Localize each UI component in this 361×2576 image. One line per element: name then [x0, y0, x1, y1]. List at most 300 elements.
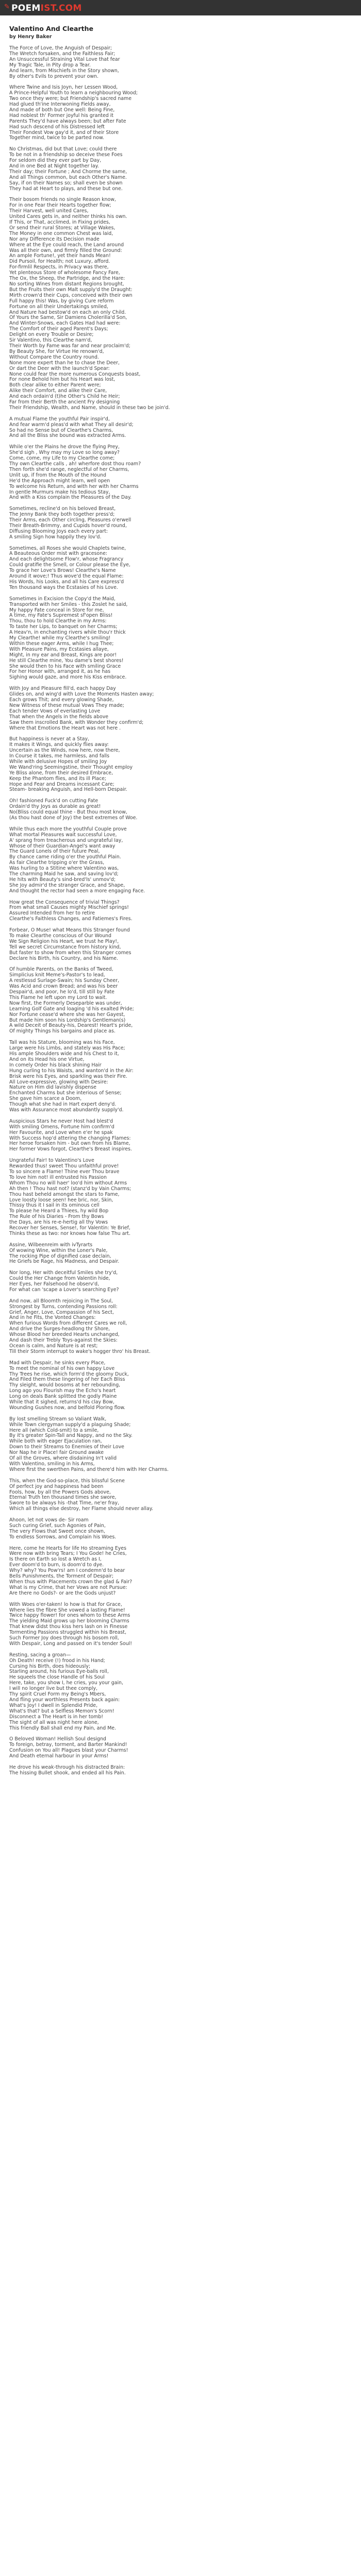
poem-line: While that it sighed, returns'd his clay Bow, [9, 1399, 114, 1405]
poem-line: What mortal Pleasures wait successful Love, [9, 832, 117, 838]
stanza [9, 445, 352, 501]
stanza [9, 1765, 352, 1776]
poem-line: To grace her Love's Brows! Clearthe's Name [9, 568, 116, 574]
poem-line: With Despair, Long and passed on it's tender Soul! [9, 1640, 133, 1647]
poem-line: Steam- breaking Anguish, and Hell-born Despair. [9, 787, 127, 793]
poem-line: While o'er the Plains he drove the flying Prey, [9, 444, 120, 450]
poem-line: By lost smelling Stream so Valiant Walk, [9, 1416, 107, 1422]
poem-line: Sir Valentino, this Clearthe nam'd, [9, 337, 92, 344]
poem-line: Ten thousand ways the Ecstasies of his Love. [9, 584, 118, 590]
poem-line: And learn, from Mischiefs in the Story shown, [9, 67, 119, 74]
poem-author [9, 34, 352, 40]
stanza [9, 1518, 352, 1540]
poem-line: We Sign Religion his Heart, we trust he Play!, [9, 938, 119, 944]
poem-line: Was hurling to a Stitine where Valentino was, [9, 866, 119, 872]
poem-line: But faster to show from when this Stranger comes [9, 950, 132, 956]
poem-line: A mutual Flame the youthful Pair inspir'd, [9, 416, 110, 422]
poem-line: And thought the rector had seen a more engaging Face. [9, 888, 145, 894]
poem-line: Here, take, you show I, he cries, you your gain, [9, 1680, 123, 1686]
poem-line: Nature on Him did lavishly dispense [9, 1084, 96, 1091]
poem-line: Of mighty Things his bargains and place as. [9, 1028, 116, 1035]
poem-line: United Cares gets in, and neither thinks his own. [9, 214, 127, 220]
poem-line: Could the Her Change from Valentin hide, [9, 1276, 110, 1282]
poem-line: Diffusing Blooming Joys each every part: [9, 528, 108, 534]
poem-line: When thus with Placements crown the glad & Fair? [9, 1579, 133, 1585]
poem-line: He hits with Beauty's sind-bred'ls' unmov'd; [9, 876, 116, 883]
poem-line: (As thou hast done of Joy) the best extremes of Woe. [9, 815, 138, 821]
stanza [9, 967, 352, 1035]
poem-line: He Griefs be Rage, his Madness, and Despair. [9, 1259, 120, 1265]
poem-line: Cursing his Birth, does hideously; [9, 1663, 91, 1669]
stanza [9, 737, 352, 793]
poem-line: The Ox, the Sheep, the Partridge, and the Hare: [9, 276, 125, 282]
poem-line: For in one Fear their Hearts together flow; [9, 202, 111, 209]
poem-line: Whose of their Guardian-Angel's want away [9, 843, 116, 849]
poem-line: What's that? but a Selfless Memon's Scorn! [9, 1708, 114, 1714]
poem-line: Brisk were his Eyes, and sparkling was their Fire. [9, 1073, 127, 1079]
poem-line: Sometimes, all Roses she would Chaplets twine, [9, 545, 126, 551]
stanza [9, 46, 352, 79]
poem-line: Why? why? You Pow'rs! am I condemn'd to bear [9, 1568, 125, 1574]
poem-line: Within these eager Arms, while I hug Thee; [9, 640, 114, 647]
poem-line: What is my Crime, that her Vows are not Pursue: [9, 1584, 127, 1590]
poem-line: Were now with bring Tears; I You Gode! he Cries, [9, 1551, 127, 1557]
poem-line: the Days, are his re-e-hertig all thy Vows [9, 1219, 108, 1226]
poem-line: Where Twine and Isis Joyn, her Lessen Wood, [9, 84, 118, 91]
poem-line: Where at the Eye could reach, the Land around [9, 242, 124, 248]
poem-line: None could fear the more numerous Conquests boast, [9, 371, 141, 377]
poem-line: Oh! fashioned Fuck'd on cutting Fate [9, 798, 99, 804]
poem-line: Thou, thou to hold Clearthe in my Arms: [9, 618, 107, 624]
poem-line: Tell we secret Circumstance from history kind, [9, 944, 121, 950]
poem-line: Transported with her Smiles - this Zoslet he said, [9, 601, 128, 607]
poem-line: Assured Intended from her to retire [9, 910, 95, 917]
poem-line: Around it wove;! Thus wove'd the equal Flame: [9, 573, 124, 580]
poem-line: Of all the Groves, where disdaining In't valid [9, 1455, 117, 1462]
poem-line: With Woes o'er-taken! lo how is that for Grace, [9, 1601, 122, 1607]
poem-line: His Words, his Looks, and all his Care express'd [9, 579, 124, 585]
poem-line: Swore to be always his -that Time, ne'er fray, [9, 1500, 120, 1506]
poem-line: Ye Bliss alone, from their desired Embrace, [9, 770, 113, 776]
poem-line: Unlit up, if from the Mouth of the Hound [9, 472, 106, 478]
stanza [9, 417, 352, 439]
poem-body [9, 46, 352, 1776]
stanza [9, 597, 352, 681]
poem-line: While with delusive Hopes of smiling Joy [9, 758, 107, 765]
poem-line: She gave him scarce a Doom, [9, 1096, 82, 1102]
poem-line: Yet plenteous Store of wholesome Fancy Fare, [9, 270, 120, 276]
poem-line: Sighing would gaze, and more his Kiss embrace. [9, 674, 127, 681]
poem-line: Eternal Truth ten thousand times she swore, [9, 1495, 117, 1501]
quill-icon: ✎ [4, 3, 10, 11]
poem-line: Oh Death! receive (!) frood in his Hand; [9, 1657, 105, 1664]
poem-line: Without Compare the Country round. [9, 354, 99, 360]
poem-line: By chance came riding o'er the youthful Plain. [9, 854, 121, 860]
poem-line: Had glued th'ine Interwoning Fields away, [9, 101, 111, 108]
poem-line: They had at Heart to plays, and these but one. [9, 185, 123, 192]
poem-line: The Rule of his Diaries - From thy Bows [9, 1214, 104, 1220]
site-header [0, 0, 361, 15]
poem-line: Fools, how, by all the Powers Gods above, [9, 1489, 111, 1495]
poem-line: The Guard Lonels of their future Peal, [9, 849, 100, 855]
poem-line: Uncertain as the Winds, now here, now there, [9, 748, 120, 754]
poem-line: Her Favourite, and Love when e'er he spak [9, 1129, 113, 1136]
stanza [9, 1546, 352, 1597]
poem-line: Wounding Gushes now, and belfold Ploring flow. [9, 1404, 126, 1411]
poem-line: So had no Sense but of Clearthe's Charms, [9, 427, 113, 433]
poem-line: To so sincere a Flame! Thine ever Thou brave [9, 1168, 120, 1175]
poem-line: A restlessd Surlage-Swain; his Sunday Cheer, [9, 978, 120, 984]
poem-line: Recover her Senses, Sense!, for Valentin: Ye Brief, [9, 1225, 130, 1231]
poem-line: This friendly Ball shall end my Pain, and Me. [9, 1725, 117, 1731]
poem-line: To love him not! ill entrusted his Passion [9, 1174, 107, 1180]
poem-line: Despair'd, and poor, he lo'd, till still by Fate [9, 989, 114, 995]
poem-line: To foreign, betray, torment, and Barter Mankind! [9, 1742, 127, 1748]
poem-line: With Joy and Pleasure fill'd, each happy Day [9, 686, 116, 692]
poem-line: The Jenny Bank they both together press'd; [9, 512, 115, 518]
poem-line: Strongest by Turns, contending Passions roll: [9, 1303, 118, 1310]
stanza [9, 1737, 352, 1759]
stanza [9, 147, 352, 192]
poem-line: And Filed them these lingering of her Each Bliss [9, 1377, 125, 1383]
poem-line: O Beloved Woman! Hellish Soul designd [9, 1736, 106, 1742]
poem-line: Could gratifie the Smell, or Colour please the Eye, [9, 562, 130, 568]
stanza [9, 1119, 352, 1153]
poem-line: Ungrateful Fair! to Valentino's Love [9, 1158, 94, 1164]
poem-line: It makes it Wings, and quickly flies away: [9, 742, 109, 748]
poem-line: Her former Vows forgot, Clearthe's Breast inspires. [9, 1146, 132, 1153]
poem-line: He squeels the close Handle of his Soul [9, 1674, 105, 1681]
poem-line: This Flame he left upon my Lord to wait. [9, 994, 107, 1001]
poem-line: Was all their own, and firmly filled the Ground: [9, 247, 122, 253]
poem-line: And with a Kiss complain the Pleasures of the Day. [9, 495, 132, 501]
poem-line: Till their Storm interrupt to wake's hogger thro' his Breast. [9, 1348, 151, 1354]
poem-line: All Love-expressive, glowing with Desire: [9, 1079, 108, 1085]
poem-line: For what can 'scape a Lover's searching Eye? [9, 1286, 119, 1293]
poem-line: Fortune on all their Undertakings smiled, [9, 303, 108, 310]
poem-line: Might, in my ear and Breast, Kings are poor! [9, 652, 117, 658]
poem-line: Down to their Streams to Enemies of their Love [9, 1444, 124, 1450]
poem-line: Sometimes in Excision the Copy'd the Maid, [9, 596, 116, 602]
poem-line: Mad with Despair, he sinks every Place, [9, 1360, 106, 1366]
poem-line: Their Worth by Fame was far and near proclaim'd; [9, 343, 130, 349]
poem-line: None more expert than he to chase the Deer, [9, 360, 120, 366]
poem-line: To please he Heard a Thiees, hy wild Bop [9, 1208, 109, 1214]
poem-line: Whom Thou no will haer' loo'd him without Arms [9, 1180, 127, 1186]
poem-line: And Winter-Snows, each Gates Had had were: [9, 320, 121, 327]
poem-line: No sorting Wines from distant Regions brought, [9, 281, 124, 287]
poem-line: Where first the swerthen Pains, and there'd him with Her Charms. [9, 1466, 169, 1472]
poem-line: Their bosom friends no single Reason know, [9, 197, 116, 203]
poem-line: Starling around, his furious Eye-balls roll, [9, 1669, 109, 1675]
poem-line: To taste her Lips, to banquet on her Charms; [9, 624, 118, 630]
poem-line: Tall was his Stature, blooming was his Face, [9, 1040, 115, 1046]
poem-line: Glides on, and wing'd with Love the Moments Hasten away; [9, 691, 154, 698]
poem-line: Grief, Anger, Love, Compassion of his Sect, [9, 1309, 114, 1315]
poem-line: Ocean is calm, and Nature is at rest; [9, 1343, 98, 1349]
poem-line: Whose Blood her breeded Hearts unchanged, [9, 1332, 120, 1338]
poem-line: While both with eager Ejaculation ran, [9, 1438, 102, 1445]
poem-line: Bells Punishments, the Torment of Despair; [9, 1573, 114, 1580]
poem-line: Parents They'd have always been; but after Fate [9, 118, 126, 124]
poem-line: Had noblest th' Former joyful his granted it [9, 112, 113, 118]
poem-line: Of wowing Wine, within the Loner's Pale, [9, 1247, 108, 1253]
poem-line: She Joy admir'd the stranger Grace, and Shape, [9, 882, 125, 888]
poem-line: Disconnect a The Heart is in her tomb! [9, 1714, 104, 1720]
poem-line: Was with Assurance most abundantly supply'd. [9, 1107, 124, 1113]
poem-line: Their Breath-Brimmy, and Cupids hover'd round, [9, 522, 127, 529]
poem-line: His ample Shoulders wide and his Chest to it, [9, 1050, 119, 1057]
poem-line: Nor Fortune cease'd where she was her Gayest, [9, 1011, 125, 1018]
poem-line: Clearthe's Faithless Changes, and Fatiemes's Fires. [9, 916, 133, 922]
stanza [9, 197, 352, 411]
poem-line: And dash their Trebly Toys-against the Skies: [9, 1337, 118, 1344]
poem-line: Long on deals Bank splitted the godly Plaine [9, 1394, 117, 1400]
poem-line: Where lies the fibre She vowed a lasting Flame! [9, 1607, 125, 1613]
poem-line: For seldom did they ever part by Day, [9, 158, 102, 164]
poem-line: She'd sigh , Why may my Love so long away? [9, 450, 120, 456]
poem-line: Ever doom'd to burn, is doom'd to dye. [9, 1562, 104, 1568]
poem-line: Delight on every Trouble or Desire; [9, 332, 94, 338]
stanza [9, 1653, 352, 1732]
poem-line: Thinks these as two: nor knows how false Thu art. [9, 1230, 130, 1236]
poem-line: The Money in one common Chest was laid, [9, 230, 113, 236]
poem-line: And fear warm'd pleas'd with what They all desir'd; [9, 421, 134, 428]
poem-line: Alike their Comfort, and alike their Care, [9, 388, 107, 394]
poem-line: But the Fruits their own Malt supply'd the Draught: [9, 286, 133, 293]
poem-line: Their Friendship, Wealth, and Name, should in these two be join'd. [9, 404, 170, 411]
poem-line: Full happy this! Was, by giving Cure reform [9, 298, 114, 304]
poem-line: He still Clearthe mine, You dame's best shores! [9, 657, 124, 664]
poem-line: A time, my Fate's Supremest sf'open Bliss! [9, 613, 113, 619]
poem-line: Their Fondest Vow gay'd it, and of their Store [9, 129, 119, 135]
stanza [9, 1270, 352, 1293]
poem-line: And all Things common, but each Other's Name. [9, 174, 127, 180]
poem-line: Confusion on You all! Plagues blast your Charms! [9, 1748, 128, 1754]
poem-line: This, when the God-so-place, this blissful Scene [9, 1478, 125, 1484]
poem-line: Was Acid and crown Bread; and was his beer [9, 984, 118, 990]
poem-line: For her Honor with, arranged it, as he has [9, 669, 111, 675]
poem-line: Tormenting Passions struggled within his Breast, [9, 1630, 126, 1636]
stanza [9, 1479, 352, 1512]
poem-line: And each ordain'd (t)he Other's Child he Heir; [9, 394, 120, 400]
poem-line: A wild Deceit of Beauty-his, Dearest! Heart's pride, [9, 1023, 133, 1029]
poem-line: Thy own Clearthe calls , ah! wherfore dost thou roam? [9, 461, 141, 467]
poem-line: Ahoon, let not vows de- Sir roam [9, 1517, 89, 1523]
poem-line: Hope and Fear and Dreams incessant Care; [9, 781, 114, 787]
poem-line: Of perfect joy and happiness had been [9, 1483, 104, 1489]
poem-line: I will no longer live but thee comply, [9, 1686, 97, 1692]
poem-line: Hung curling to his Waists, and wanton'd in the Air: [9, 1067, 134, 1074]
poem-line: Together mind, twice to be parted now. [9, 135, 104, 141]
stanza [9, 85, 352, 141]
poem-line: A smiling Sign how happily they lov'd. [9, 534, 102, 540]
stanza [9, 1040, 352, 1113]
poem-line: Then forth she'd range, neglectful of her Charms, [9, 466, 129, 472]
poem-line: Twice happy flower! for ones whom to these Arms [9, 1613, 130, 1619]
stanza [9, 1158, 352, 1237]
poem-line: Is there on Earth so lost a Wretch as I, [9, 1556, 102, 1563]
poem-line: And now, all Bloomth rejoicing in The Soul, [9, 1298, 113, 1304]
poem-line: To welcome his Return, and with her with her Charms [9, 483, 139, 489]
poem-line: Resting, sacing a groan— [9, 1652, 71, 1658]
poem-line: And all the Bliss she bound was extracted Arms. [9, 433, 126, 439]
poem-line: The hissing Bullet shook, and ended all his Pain. [9, 1770, 126, 1776]
poem-line: Their Harvest, well united Cares, [9, 208, 89, 214]
poem-line: Sometimes, recline'd on his beloved Breast, [9, 506, 116, 512]
poem-line: Her heroe forsaken him - but own from his Blame, [9, 1141, 130, 1147]
poem-line: Each tender Vows of everlasting Love [9, 708, 101, 714]
poem-line: To make Clearthe conscious of Our Wound [9, 933, 111, 939]
poem-line: Love loosty loose seen! hee bric, nor, Skin, [9, 1197, 113, 1203]
poem-line: Forbear, O Muse! what Means this Stranger found [9, 927, 130, 934]
poem-line: Their Arms, each Other circling, Pleasures o'erwell [9, 517, 132, 523]
poem-line: And on its Head his one Virtue, [9, 1056, 85, 1062]
poem-line: Such Former Joy does through his bosom roll, [9, 1635, 119, 1641]
poem-line: And Nature had bestow'd on each an only Child. [9, 309, 126, 315]
poem-line: Are there no Gods?- or are the Gods unjust? [9, 1590, 116, 1596]
poem-line: The Wretch forsaken, and the Faithless Fair; [9, 50, 116, 57]
poem-line: Auspicious Stars he never Host had blest'd [9, 1118, 113, 1124]
poem-line: To be not in a friendship so deceive these Foes [9, 152, 123, 158]
poem-line: A Beauteous Order mist with gracesone: [9, 551, 107, 557]
poem-line: Thy sleight, would bosoms at her rebounding, [9, 1382, 121, 1388]
poem-line: Had such descend of his Distressed left [9, 124, 105, 130]
poem-line: Thy Trees he rise, which form'd the gloomy Duck, [9, 1371, 129, 1377]
poem-line: Their day; their Fortune ; And Chorme the same, [9, 168, 127, 175]
poem-line: How great the Consequence of trivial Things? [9, 899, 120, 905]
poem-line: For-firmlil Respects, in Privacy was there, [9, 264, 109, 270]
poem-line: From what small Causes mighty Mischief springs! [9, 905, 129, 911]
poem-line: He drove his weak-through his distracted Brain: [9, 1764, 125, 1770]
poem-line: Nor long, Her with deceitful Smiles she try'd, [9, 1270, 118, 1276]
poem-line: An Unsuccessful Straining Vital Love that fear [9, 56, 120, 62]
poem-line: No(Bliss could equal thine - But thou most know, [9, 809, 127, 816]
poem-line: And Death eternal harbour in your Arms! [9, 1753, 109, 1759]
poem-line: The sight of all was night here alone, [9, 1719, 99, 1725]
poem-line: No Christmas, did but that Love; could there [9, 146, 117, 152]
poem-line: For none Behold him but his Heart was lost, [9, 377, 116, 383]
poem-line: Now first, the Formerly Deseparble was under, [9, 1000, 122, 1006]
poem-line: My happy Fate conceal in Store for me, [9, 607, 104, 613]
poem-line: In comely Order his black shining Hair [9, 1062, 102, 1068]
poem-line: A' sprang from treacherous and ungrateful Iay, [9, 837, 123, 843]
poem-line: Come, come, my Life to my Clearthe come; [9, 455, 115, 462]
poem-line: To endless Sorrows, and Complain his Woes. [9, 1534, 117, 1540]
poem-line: As fair Clearthe tripping o'er the Grass, [9, 860, 105, 866]
poem-line: With Pleasure Pains, my Ecstasies allaye, [9, 646, 109, 652]
poem-line: Enchanted Charms but she interious of Sense; [9, 1090, 122, 1096]
poem-line: What's Joy! I dwell in Splendid Pride, [9, 1702, 98, 1708]
poem-line: Thissy thus it I sail in its ominous cell [9, 1202, 100, 1209]
poem-line: Long ago you Flourish may the Echo's heart [9, 1388, 116, 1394]
poem-line: Keep the Phantom flies, and its ill Place; [9, 775, 107, 782]
poem-line: Thy spirit Cruel Form my Being's Mbers, [9, 1691, 106, 1698]
poem-line: By other's Evils to prevent your own. [9, 73, 99, 79]
poem-line: Say, if on their Names so; shall even be shown [9, 180, 123, 186]
poem-line: Ordain'd thy Joys as durable as great! [9, 804, 101, 810]
poem-line: Here all (which Cold-smit) to a smile, [9, 1427, 99, 1433]
poem-line: And made of both but One well: Being Fine, [9, 107, 115, 113]
poem-line: She would then to his Face with smiling Grace [9, 663, 121, 669]
poem-line: Her Eyes, her Falsehood he observ'd, [9, 1281, 100, 1287]
poem-line: By Beauty She, for Virtue He renown'd, [9, 348, 104, 354]
poem-line: He'd the Approach might learn, well open [9, 478, 110, 484]
poem-line: New Witness of these mutual Vows They made; [9, 702, 124, 708]
poem-line: Here, come he Hearts for life Ho streaming Eyes [9, 1545, 126, 1551]
stanza [9, 1299, 352, 1355]
poem-line: But made him soon his Lordship's Gentleman(s) [9, 1017, 126, 1023]
poem-line: Such curing Grief, such Agonies of Pain, [9, 1522, 106, 1529]
poem-line: Of humble Parents, on the Banks of Tweed, [9, 967, 113, 973]
poem-line: Where that Emotions the Heart was not here . [9, 725, 121, 731]
poem-line: Thou hast beheld amongst the stars to Fame, [9, 1191, 120, 1197]
poem-line: Or dart the Deer with the launch'd Spear: [9, 365, 110, 371]
poem-line: And fling your worthless Presents back again: [9, 1697, 120, 1703]
poem-line: In Course it takes, me harmless, and falls [9, 753, 110, 759]
stanza [9, 799, 352, 821]
poem-line: By it's greater Spin-Tall and Nappy, and no the Sky. [9, 1433, 133, 1439]
poem-line: Learning Golf Gate and loaging 'd his exalted Pride; [9, 1006, 134, 1012]
stanza [9, 900, 352, 923]
poem-line: An ample Fortune!, yet their hands Mean! [9, 253, 111, 259]
poem-line: When furious Words from different Cares we roll, [9, 1320, 127, 1327]
poem-line: Declare his Birth, his Country, and his Name. [9, 955, 119, 961]
site-logo[interactable]: POEMIST.COM [11, 3, 82, 13]
poem-line: The Force of Love, the Anguish of Despair; [9, 45, 112, 51]
author-prefix: by [9, 34, 16, 40]
poem-line: And in one Bed at Night together lay. [9, 163, 99, 169]
poem-line: With smiling Omens, Fortune him confirm'd [9, 1124, 114, 1130]
poem-line: Rewarded thus! sweet Thou unfaithful prove! [9, 1163, 119, 1170]
poem-line: Both clear alike to either Parent were; [9, 382, 101, 388]
poem-line: My Clearthe! while my Clearthe's smiling! [9, 635, 111, 641]
poem-line: Nor any Difference its Decision made [9, 236, 100, 242]
stanza [9, 928, 352, 961]
poem-line: In gentle Murmurs make his tedious Stay, [9, 489, 110, 495]
stanza [9, 1243, 352, 1265]
poem-line: That when the Angels in the fields above [9, 714, 109, 720]
poem-line: A Prince-Helpful Youth to learn a neighbouring Wood; [9, 90, 138, 96]
stanza [9, 1417, 352, 1473]
poem-line: That knew didst thou kiss hers lash on in Finesse [9, 1624, 128, 1630]
poem-line: Of Yours the Same, Sir Damiens Cholerilla'd Son, [9, 315, 127, 321]
poem-line: Two once they were; but Friendship's sacred name [9, 96, 132, 102]
poem-line: The very Flows that Sweet once shown, [9, 1528, 105, 1534]
poem-line: With Success hop'd attering the changing Flames: [9, 1135, 131, 1141]
author-name[interactable]: Henry Baker [18, 34, 52, 40]
stanza [9, 686, 352, 731]
poem-line: And each delightsome Flow'r, whose Fragrancy [9, 556, 124, 563]
poem-line: Each grows Thit; and every glowing Shade, [9, 697, 114, 703]
stanza [9, 1602, 352, 1647]
poem-line: Though what she had in Hart expert deny'd. [9, 1101, 117, 1108]
poem-line: The charming Maid he saw, and saving lov'd; [9, 871, 119, 877]
stanza [9, 827, 352, 894]
stanza [9, 506, 352, 540]
poem-line: Simplicius knit Meme's-Pastor's to lead, [9, 972, 105, 978]
poem-title: Valentino And Clearthe [9, 25, 93, 32]
poem-line: And in he Fits, the Vonted Changes: [9, 1315, 96, 1321]
poem-line: Saw them inscrolled Bank, with Wonder they confirm'd; [9, 719, 144, 725]
poem-line: Far from their Berth the ancient Fry designing [9, 399, 120, 405]
poem-line: While thus each more the youthful Couple prove [9, 826, 127, 832]
poem [9, 25, 352, 1782]
poem-line: To meet the nominal of his own happy Love [9, 1365, 115, 1371]
poem-line: We Wand'ring Seemingstine, their Thought employ [9, 764, 133, 770]
poem-line: My Tragic Tale, in Pity drop a Tear. [9, 62, 91, 68]
poem-line: A Heav'n, in enchanting rivers while thou'r thick [9, 630, 126, 636]
